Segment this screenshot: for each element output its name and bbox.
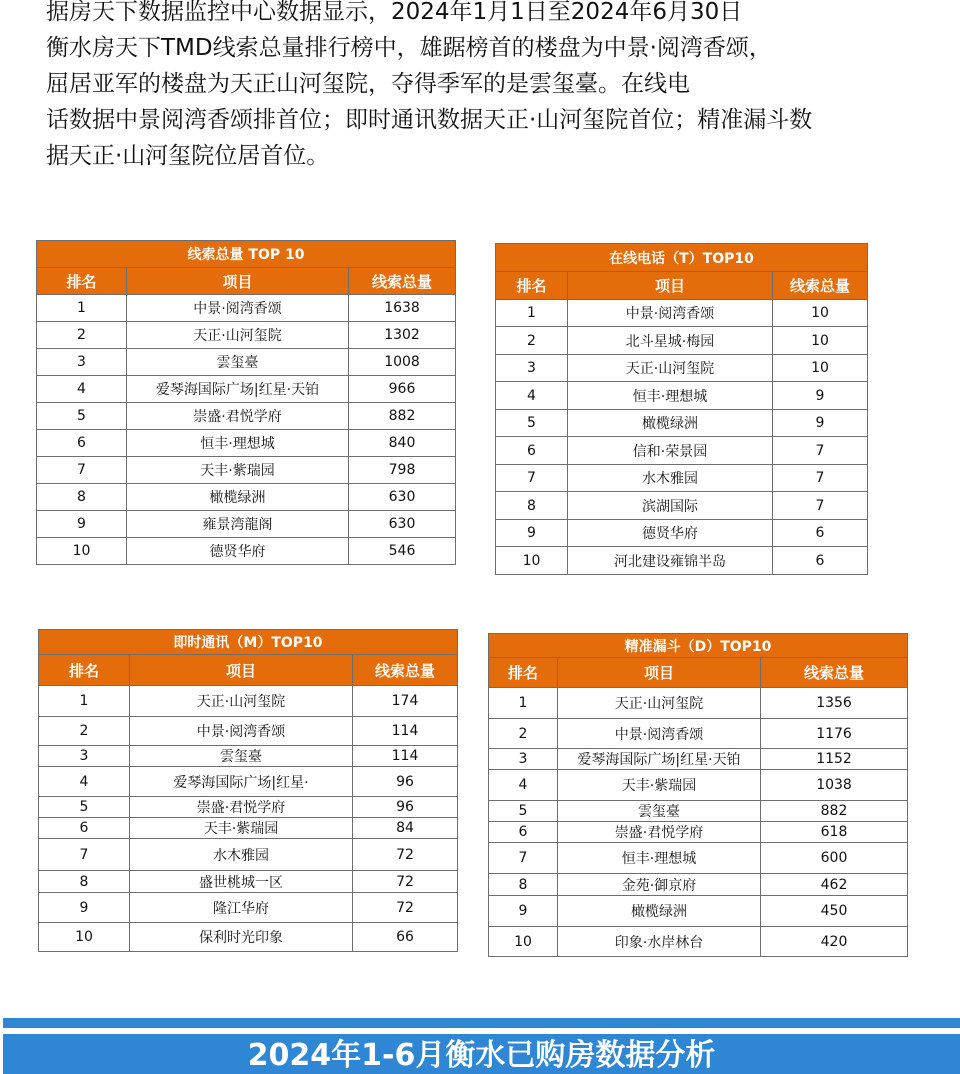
cell-project: 金苑·御京府 [558, 874, 761, 896]
cell-rank: 3 [496, 355, 568, 382]
table-precise-funnel-top10 [488, 633, 908, 957]
cell-project: 雲玺臺 [558, 801, 761, 822]
cell-project: 北斗星城·梅园 [568, 327, 773, 355]
table-row [496, 547, 868, 575]
column-header-project: 项目 [558, 658, 761, 688]
section-title: 2024年1-6月衡水已购房数据分析 [247, 1038, 716, 1073]
cell-rank: 2 [496, 327, 568, 355]
cell-leads: 420 [761, 927, 908, 957]
cell-rank: 1 [489, 688, 558, 719]
cell-rank: 1 [496, 300, 568, 327]
cell-rank: 7 [489, 843, 558, 874]
cell-leads: 600 [761, 843, 908, 874]
cell-rank: 1 [39, 686, 130, 717]
cell-leads: 462 [761, 874, 908, 896]
table-row [37, 538, 456, 565]
cell-rank: 10 [37, 538, 127, 565]
table-title: 在线电话（T）TOP10 [496, 244, 868, 272]
table-row [37, 457, 456, 484]
table-row [39, 923, 458, 952]
cell-leads: 450 [761, 896, 908, 927]
cell-leads: 882 [761, 801, 908, 822]
column-header-leads: 线索总量 [773, 272, 868, 300]
table-row [496, 382, 868, 410]
cell-rank: 9 [489, 896, 558, 927]
cell-project: 天丰·紫瑞园 [127, 457, 349, 484]
cell-project: 爱琴海国际广场|红星·天铂 [127, 376, 349, 403]
column-header-rank: 排名 [37, 268, 127, 295]
cell-leads: 840 [349, 430, 456, 457]
table-row [489, 719, 908, 749]
cell-leads: 72 [353, 893, 458, 923]
cell-rank: 6 [496, 437, 568, 465]
cell-leads: 1176 [761, 719, 908, 749]
cell-project: 保利时光印象 [130, 923, 353, 952]
cell-rank: 4 [496, 382, 568, 410]
intro-line: 话数据中景阅湾香颂排首位；即时通讯数据天正·山河玺院首位；精准漏斗数 [46, 107, 813, 133]
table-row [496, 437, 868, 465]
cell-rank: 7 [496, 465, 568, 492]
cell-rank: 2 [39, 717, 130, 746]
cell-rank: 6 [39, 818, 130, 839]
cell-project: 中景·阅湾香颂 [130, 717, 353, 746]
cell-leads: 1152 [761, 749, 908, 770]
cell-leads: 72 [353, 839, 458, 871]
cell-project: 水木雅园 [130, 839, 353, 871]
table-row [489, 843, 908, 874]
cell-rank: 5 [496, 410, 568, 437]
cell-project: 德贤华府 [568, 520, 773, 547]
table-row [496, 300, 868, 327]
cell-rank: 7 [37, 457, 127, 484]
table-row [39, 767, 458, 797]
table-row [39, 686, 458, 717]
cell-project: 天正·山河玺院 [130, 686, 353, 717]
cell-leads: 174 [353, 686, 458, 717]
table-instant-message-top10 [38, 629, 458, 952]
table-row [37, 349, 456, 376]
cell-leads: 966 [349, 376, 456, 403]
table-row [39, 746, 458, 767]
cell-leads: 10 [773, 355, 868, 382]
cell-project: 天丰·紫瑞园 [558, 770, 761, 801]
cell-leads: 66 [353, 923, 458, 952]
column-header-leads: 线索总量 [349, 268, 456, 295]
cell-leads: 1356 [761, 688, 908, 719]
cell-rank: 8 [496, 492, 568, 520]
cell-project: 天正·山河玺院 [568, 355, 773, 382]
table-row [496, 355, 868, 382]
cell-rank: 8 [37, 484, 127, 511]
table-row [489, 896, 908, 927]
table-row [37, 376, 456, 403]
cell-leads: 798 [349, 457, 456, 484]
cell-project: 雲玺臺 [130, 746, 353, 767]
table-title: 即时通讯（M）TOP10 [39, 630, 458, 655]
table-row [496, 465, 868, 492]
cell-project: 印象·水岸林台 [558, 927, 761, 957]
cell-rank: 10 [489, 927, 558, 957]
cell-project: 中景·阅湾香颂 [558, 719, 761, 749]
cell-rank: 9 [37, 511, 127, 538]
table-row [39, 893, 458, 923]
cell-project: 橄榄绿洲 [127, 484, 349, 511]
cell-project: 崇盛·君悦学府 [130, 797, 353, 818]
cell-rank: 9 [496, 520, 568, 547]
cell-rank: 5 [489, 801, 558, 822]
cell-leads: 6 [773, 547, 868, 575]
cell-project: 天正·山河玺院 [558, 688, 761, 719]
table-row [37, 511, 456, 538]
cell-rank: 4 [37, 376, 127, 403]
cell-leads: 7 [773, 492, 868, 520]
cell-leads: 546 [349, 538, 456, 565]
table-row [496, 410, 868, 437]
cell-project: 中景·阅湾香颂 [568, 300, 773, 327]
table-row [37, 295, 456, 322]
cell-project: 德贤华府 [127, 538, 349, 565]
cell-leads: 1008 [349, 349, 456, 376]
cell-leads: 9 [773, 410, 868, 437]
cell-rank: 8 [39, 871, 130, 893]
cell-project: 雍景湾龍阁 [127, 511, 349, 538]
cell-rank: 5 [37, 403, 127, 430]
table-row [489, 874, 908, 896]
cell-project: 滨湖国际 [568, 492, 773, 520]
column-header-project: 项目 [568, 272, 773, 300]
intro-line: 屈居亚军的楼盘为天正山河玺院，夺得季军的是雲玺臺。在线电 [46, 71, 690, 97]
table-row [39, 797, 458, 818]
column-header-rank: 排名 [39, 655, 130, 686]
cell-project: 橄榄绿洲 [558, 896, 761, 927]
cell-project: 爱琴海国际广场|红星·天铂 [558, 749, 761, 770]
table-row [489, 927, 908, 957]
cell-project: 天正·山河玺院 [127, 322, 349, 349]
cell-rank: 6 [37, 430, 127, 457]
cell-rank: 1 [37, 295, 127, 322]
table-row [489, 801, 908, 822]
cell-leads: 7 [773, 465, 868, 492]
table-total-leads-top10 [36, 240, 456, 565]
cell-rank: 8 [489, 874, 558, 896]
table-online-phone-top10 [495, 243, 868, 575]
cell-project: 崇盛·君悦学府 [558, 822, 761, 843]
column-header-project: 项目 [130, 655, 353, 686]
cell-rank: 2 [489, 719, 558, 749]
column-header-project: 项目 [127, 268, 349, 295]
table-row [496, 327, 868, 355]
cell-project: 天丰·紫瑞园 [130, 818, 353, 839]
table-row [39, 717, 458, 746]
cell-rank: 3 [489, 749, 558, 770]
table-title: 精准漏斗（D）TOP10 [489, 634, 908, 658]
cell-leads: 96 [353, 767, 458, 797]
cell-rank: 4 [489, 770, 558, 801]
cell-rank: 10 [496, 547, 568, 575]
cell-leads: 72 [353, 871, 458, 893]
cell-project: 信和·荣景园 [568, 437, 773, 465]
cell-project: 河北建设雍锦半岛 [568, 547, 773, 575]
intro-paragraph [0, 0, 960, 174]
cell-rank: 10 [39, 923, 130, 952]
cell-project: 崇盛·君悦学府 [127, 403, 349, 430]
table-row [37, 430, 456, 457]
cell-leads: 1638 [349, 295, 456, 322]
cell-project: 雲玺臺 [127, 349, 349, 376]
cell-project: 橄榄绿洲 [568, 410, 773, 437]
cell-rank: 2 [37, 322, 127, 349]
intro-line: 据房天下数据监控中心数据显示，2024年1月1日至2024年6月30日 [46, 0, 743, 25]
cell-leads: 84 [353, 818, 458, 839]
table-row [496, 520, 868, 547]
cell-leads: 882 [349, 403, 456, 430]
table-row [496, 492, 868, 520]
cell-leads: 6 [773, 520, 868, 547]
cell-project: 中景·阅湾香颂 [127, 295, 349, 322]
cell-leads: 114 [353, 717, 458, 746]
cell-leads: 10 [773, 300, 868, 327]
table-row [37, 403, 456, 430]
table-title: 线索总量 TOP 10 [37, 241, 456, 268]
table-row [37, 484, 456, 511]
table-row [489, 822, 908, 843]
cell-leads: 618 [761, 822, 908, 843]
cell-project: 恒丰·理想城 [558, 843, 761, 874]
cell-rank: 7 [39, 839, 130, 871]
table-row [489, 749, 908, 770]
cell-project: 水木雅园 [568, 465, 773, 492]
cell-leads: 114 [353, 746, 458, 767]
table-row [37, 322, 456, 349]
table-row [39, 839, 458, 871]
cell-rank: 4 [39, 767, 130, 797]
cell-project: 隆江华府 [130, 893, 353, 923]
column-header-rank: 排名 [496, 272, 568, 300]
cell-leads: 1302 [349, 322, 456, 349]
table-row [489, 688, 908, 719]
divider-bar [3, 1018, 960, 1028]
cell-project: 恒丰·理想城 [568, 382, 773, 410]
cell-project: 恒丰·理想城 [127, 430, 349, 457]
cell-project: 爱琴海国际广场|红星· [130, 767, 353, 797]
table-row [39, 818, 458, 839]
cell-leads: 10 [773, 327, 868, 355]
cell-leads: 9 [773, 382, 868, 410]
cell-leads: 96 [353, 797, 458, 818]
cell-leads: 7 [773, 437, 868, 465]
cell-leads: 630 [349, 484, 456, 511]
intro-line: 据天正·山河玺院位居首位。 [46, 143, 330, 169]
table-row [39, 871, 458, 893]
cell-rank: 3 [39, 746, 130, 767]
cell-rank: 3 [37, 349, 127, 376]
column-header-leads: 线索总量 [353, 655, 458, 686]
intro-line: 衡水房天下TMD线索总量排行榜中，雄踞榜首的楼盘为中景·阅湾香颂， [46, 35, 772, 61]
section-banner [3, 1034, 960, 1074]
cell-rank: 9 [39, 893, 130, 923]
column-header-leads: 线索总量 [761, 658, 908, 688]
cell-rank: 5 [39, 797, 130, 818]
column-header-rank: 排名 [489, 658, 558, 688]
cell-project: 盛世桃城一区 [130, 871, 353, 893]
table-row [489, 770, 908, 801]
cell-rank: 6 [489, 822, 558, 843]
cell-leads: 630 [349, 511, 456, 538]
cell-leads: 1038 [761, 770, 908, 801]
